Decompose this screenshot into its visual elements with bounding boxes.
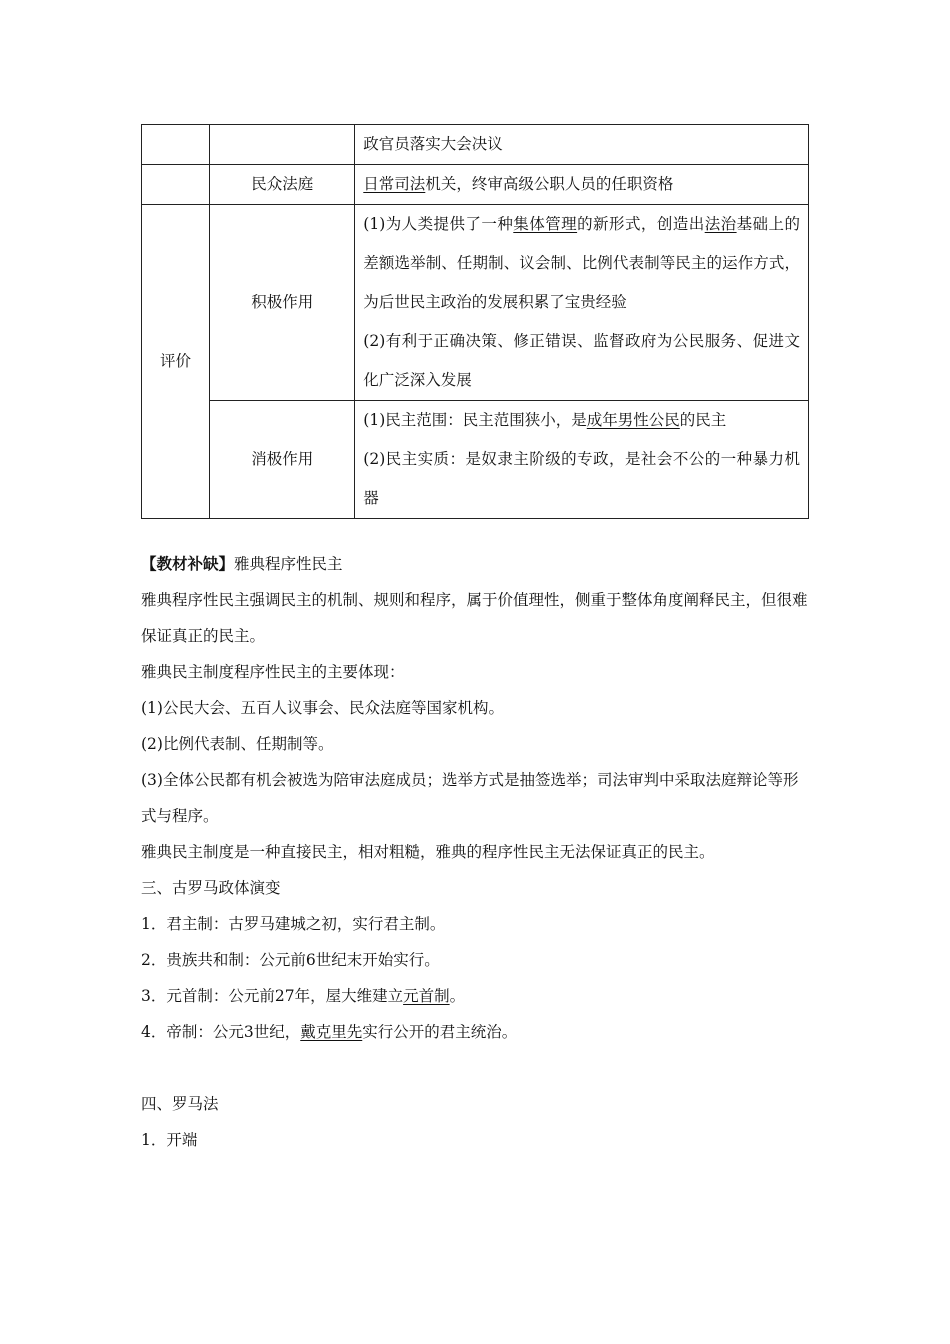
spacer xyxy=(141,1050,809,1086)
document-body xyxy=(141,546,809,1158)
cell-text: (1)民主范围：民主范围狭小，是 xyxy=(363,411,587,429)
item-text: 实行公开的君主统治。 xyxy=(362,1023,518,1041)
table-cell-label xyxy=(210,401,355,519)
table-cell-group xyxy=(142,205,210,519)
table-cell-label xyxy=(210,205,355,401)
paragraph: (1)公民大会、五百人议事会、民众法庭等国家机构。 xyxy=(141,699,504,717)
table-row xyxy=(142,125,809,165)
democracy-table xyxy=(141,124,809,519)
list-item: 2．贵族共和制：公元前6世纪末开始实行。 xyxy=(141,951,440,969)
paragraph: 雅典程序性民主强调民主的机制、规则和程序，属于价值理性，侧重于整体角度阐释民主，但很难保证真正的民主。 xyxy=(141,591,808,645)
item-text: 3．元首制：公元前27年，屋大维建立 xyxy=(141,987,404,1005)
supplement-title: 雅典程序性民主 xyxy=(234,555,343,573)
section-heading: 三、古罗马政体演变 xyxy=(141,879,281,897)
table-cell-desc xyxy=(355,165,809,205)
list-item xyxy=(141,1014,809,1050)
supplement-heading xyxy=(141,546,809,582)
paragraph: (2)比例代表制、任期制等。 xyxy=(141,735,334,753)
row-label-negative: 消极作用 xyxy=(251,450,314,468)
row-label-positive: 积极作用 xyxy=(251,293,314,311)
underlined-text: 日常司法 xyxy=(363,175,426,193)
underlined-text: 戴克里先 xyxy=(300,1023,363,1041)
underlined-text: 集体管理 xyxy=(513,215,578,233)
table-row xyxy=(142,401,809,519)
table-cell-desc xyxy=(355,125,809,165)
cell-text: 的民主 xyxy=(679,411,727,429)
table-cell-label xyxy=(210,165,355,205)
table-cell-empty xyxy=(142,125,210,165)
cell-paragraph xyxy=(363,205,800,322)
table-row xyxy=(142,165,809,205)
cell-paragraph: (2)有利于正确决策、修正错误、监督政府为公民服务、促进文化广泛深入发展 xyxy=(363,332,800,389)
table-row xyxy=(142,205,809,401)
list-item: 1．君主制：古罗马建城之初，实行君主制。 xyxy=(141,915,446,933)
table-cell-empty xyxy=(142,165,210,205)
underlined-text: 法治 xyxy=(704,215,737,233)
list-item xyxy=(141,978,809,1014)
cell-text: 基础上的差额选举制、任期制、议会制、比例代表制等民主的运作方式，为后世民主政治的发展积累了宝贵经验 xyxy=(363,215,800,311)
cell-text: (1)为人类提供了一种 xyxy=(363,215,514,233)
cell-paragraph: (2)民主实质：是奴隶主阶级的专政，是社会不公的一种暴力机器 xyxy=(363,450,800,507)
cell-text: 机关，终审高级公职人员的任职资格 xyxy=(425,175,674,193)
item-text: 4．帝制：公元3世纪， xyxy=(141,1023,301,1041)
group-label-evaluation: 评价 xyxy=(160,352,192,370)
underlined-text: 成年男性公民 xyxy=(586,411,680,429)
supplement-tag: 【教材补缺】 xyxy=(141,554,235,573)
paragraph: (3)全体公民都有机会被选为陪审法庭成员；选举方式是抽签选举；司法审判中采取法庭辩论等形式与程序。 xyxy=(141,771,799,825)
row-label-people-court: 民众法庭 xyxy=(251,175,314,193)
table-cell-empty xyxy=(210,125,355,165)
list-item: 1．开端 xyxy=(141,1131,198,1149)
cell-text: 政官员落实大会决议 xyxy=(363,135,503,153)
cell-paragraph xyxy=(363,401,800,440)
item-text: 。 xyxy=(449,987,466,1005)
table-cell-desc xyxy=(355,205,809,401)
paragraph: 雅典民主制度是一种直接民主，相对粗糙，雅典的程序性民主无法保证真正的民主。 xyxy=(141,843,715,861)
paragraph: 雅典民主制度程序性民主的主要体现： xyxy=(141,663,405,681)
table-cell-desc xyxy=(355,401,809,519)
section-heading: 四、罗马法 xyxy=(141,1095,219,1113)
cell-text: 的新形式，创造出 xyxy=(577,215,705,233)
underlined-text: 元首制 xyxy=(403,987,450,1005)
